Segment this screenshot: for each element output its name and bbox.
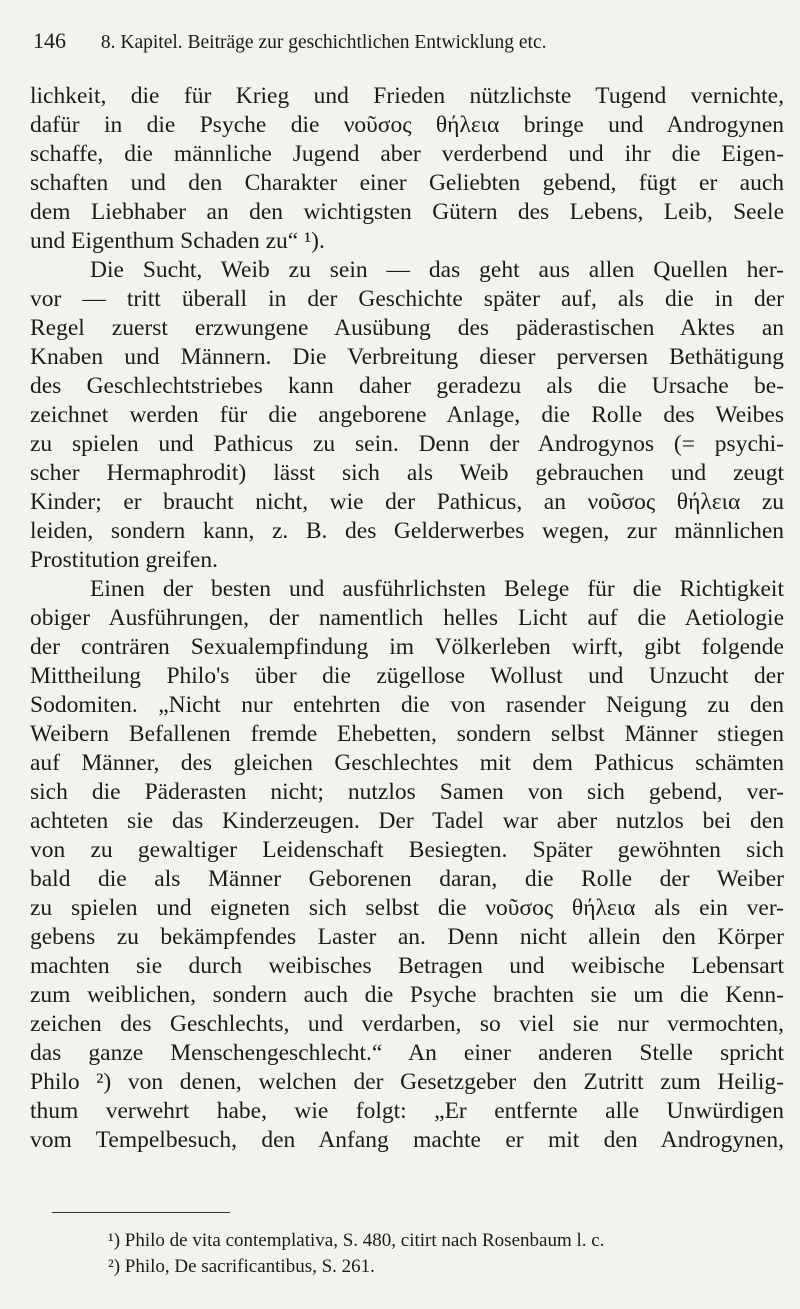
text-line: zeichen des Geschlechts, und verdarben, so viel sie nur vermochten,	[30, 1011, 784, 1037]
text-line: Knaben und Männern. Die Verbreitung dieser perversen Bethätigung	[30, 344, 784, 370]
footnote-1: ¹) Philo de vita contemplativa, S. 480, citirt nach Rosenbaum l. c.	[108, 1230, 605, 1251]
footnote-divider	[52, 1212, 230, 1213]
text-line: Kinder; er braucht nicht, wie der Pathicus, an νοῦσος θήλεια zu	[30, 489, 784, 515]
text-line: gebens zu bekämpfendes Laster an. Denn nicht allein den Körper	[30, 924, 784, 950]
text-line: achteten sie das Kinderzeugen. Der Tadel war aber nutzlos bei den	[30, 808, 784, 834]
text-line: das ganze Menschengeschlecht.“ An einer anderen Stelle spricht	[30, 1040, 784, 1066]
paragraph-start-line: Einen der besten und ausführlichsten Belege für die Richtigkeit	[90, 576, 784, 602]
text-line: leiden, sondern kann, z. B. des Gelderwerbes wegen, zur männlichen	[30, 518, 784, 544]
text-line: des Geschlechtstriebes kann daher geradezu als die Ursache be-	[30, 373, 784, 399]
text-line: Regel zuerst erzwungene Ausübung des päderastischen Aktes an	[30, 315, 784, 341]
text-line: Prostitution greifen.	[30, 547, 218, 573]
text-line: sich die Päderasten nicht; nutzlos Samen von sich gebend, ver-	[30, 779, 784, 805]
text-line: schaften und den Charakter einer Geliebten gebend, fügt er auch	[30, 170, 784, 196]
body-text	[30, 82, 784, 1155]
text-line: machten sie durch weibisches Betragen und weibische Lebensart	[30, 953, 784, 979]
text-line: thum verwehrt habe, wie folgt: „Er entfernte alle Unwürdigen	[30, 1098, 784, 1124]
text-line: und Eigenthum Schaden zu“ ¹).	[30, 228, 325, 254]
text-line: Sodomiten. „Nicht nur entehrten die von rasender Neigung zu den	[30, 692, 784, 718]
text-line: vor — tritt überall in der Geschichte später auf, als die in der	[30, 286, 784, 312]
text-line: zum weiblichen, sondern auch die Psyche brachten sie um die Kenn-	[30, 982, 784, 1008]
page-header	[33, 28, 760, 54]
page-number: 146	[33, 28, 66, 53]
text-line: Philo ²) von denen, welchen der Gesetzgeber den Zutritt zum Heilig-	[30, 1069, 784, 1095]
text-line: dafür in die Psyche die νοῦσος θήλεια bringe und Androgynen	[30, 112, 784, 138]
text-line: schaffe, die männliche Jugend aber verderbend und ihr die Eigen-	[30, 141, 784, 167]
text-line: auf Männer, des gleichen Geschlechtes mit dem Pathicus schämten	[30, 750, 784, 776]
text-line: der conträren Sexualempfindung im Völkerleben wirft, gibt folgende	[30, 634, 784, 660]
footnotes	[108, 1228, 768, 1280]
text-line: obiger Ausführungen, der namentlich helles Licht auf die Aetiologie	[30, 605, 784, 631]
text-line: zeichnet werden für die angeborene Anlage, die Rolle des Weibes	[30, 402, 784, 428]
text-line: vom Tempelbesuch, den Anfang machte er mit den Androgynen,	[30, 1127, 784, 1153]
text-line: von zu gewaltiger Leidenschaft Besiegten. Später gewöhnten sich	[30, 837, 784, 863]
text-line: Mittheilung Philo's über die zügellose Wollust und Unzucht der	[30, 663, 784, 689]
footnote-2: ²) Philo, De sacrificantibus, S. 261.	[108, 1256, 375, 1277]
paragraph-start-line: Die Sucht, Weib zu sein — das geht aus allen Quellen her-	[90, 257, 784, 283]
text-line: zu spielen und Pathicus zu sein. Denn der Androgynos (= psychi-	[30, 431, 784, 457]
text-line: zu spielen und eigneten sich selbst die νοῦσος θήλεια als ein ver-	[30, 895, 784, 921]
text-line: Weibern Befallenen fremde Ehebetten, sondern selbst Männer stiegen	[30, 721, 784, 747]
text-line: scher Hermaphrodit) lässt sich als Weib gebrauchen und zeugt	[30, 460, 784, 486]
text-line: lichkeit, die für Krieg und Frieden nützlichste Tugend vernichte,	[30, 83, 784, 109]
text-line: dem Liebhaber an den wichtigsten Gütern des Lebens, Leib, Seele	[30, 199, 784, 225]
running-title: 8. Kapitel. Beiträge zur geschichtlichen Entwicklung etc.	[100, 32, 547, 53]
text-line: bald die als Männer Geborenen daran, die Rolle der Weiber	[30, 866, 784, 892]
